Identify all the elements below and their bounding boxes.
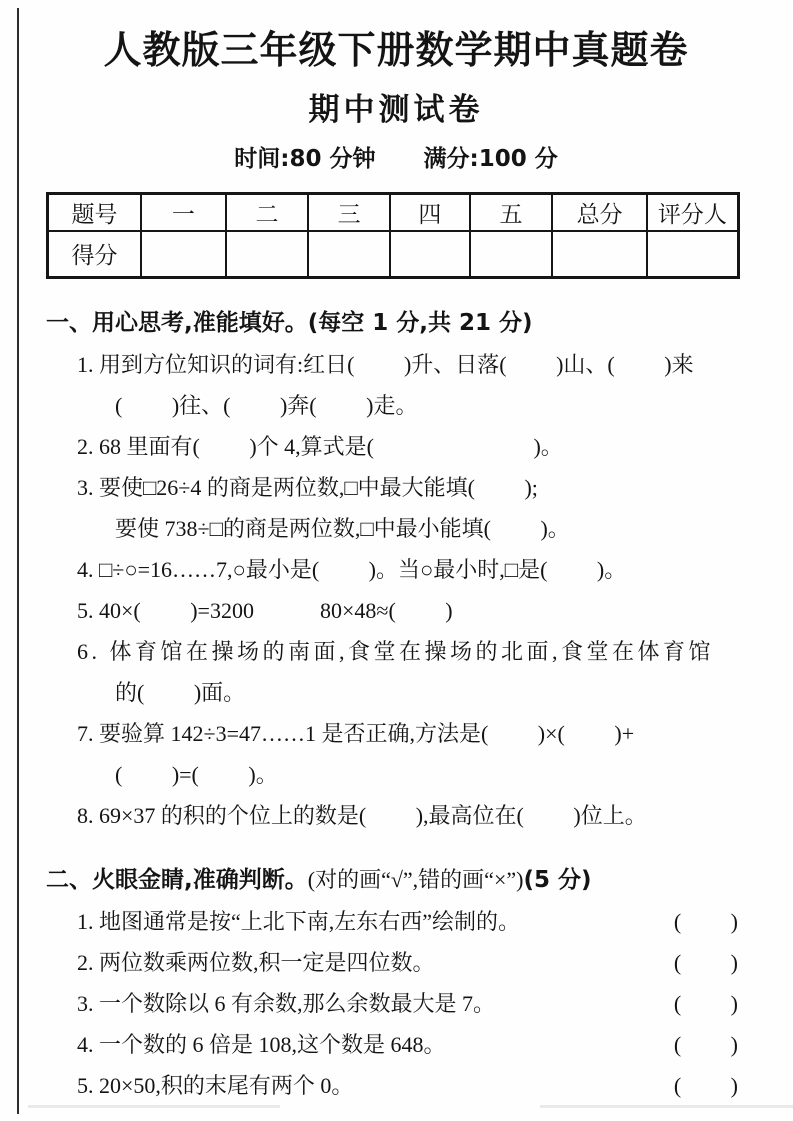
- score-cell: [647, 231, 739, 278]
- section-two-title-text: 二、火眼金睛,准确判断。: [46, 867, 308, 893]
- judge-question-text: 1. 地图通常是按“上北下南,左东右西”绘制的。: [77, 909, 521, 934]
- question-line: 的( )面。: [115, 680, 246, 705]
- score-table: [46, 192, 740, 279]
- score-table-header-cell: 一: [141, 194, 226, 231]
- judge-answer-blank: ( ): [673, 1032, 738, 1057]
- question-line: ( )=( )。: [115, 762, 278, 787]
- score-cell: [470, 231, 553, 278]
- question-line: 5. 40×( )=3200 80×48≈( ): [77, 598, 453, 623]
- score-cell: [390, 231, 470, 278]
- section-two-title: [46, 859, 746, 901]
- judge-question-row: [46, 1024, 746, 1065]
- page-edge-rule: [17, 8, 19, 1114]
- question-line: 6. 体育馆在操场的南面,食堂在操场的北面,食堂在体育馆: [77, 639, 715, 664]
- question-line: 8. 69×37 的积的个位上的数是( ),最高位在( )位上。: [77, 803, 647, 828]
- judge-question-text: 2. 两位数乘两位数,积一定是四位数。: [77, 950, 435, 975]
- judge-answer-blank: ( ): [673, 1073, 738, 1098]
- question-line: 2. 68 里面有( )个 4,算式是( )。: [77, 434, 563, 459]
- question-line: 7. 要验算 142÷3=47……1 是否正确,方法是( )×( )+: [77, 721, 635, 746]
- judge-answer-blank: ( ): [673, 950, 738, 975]
- question-line: ( )往、( )奔( )走。: [115, 393, 418, 418]
- question-line: 3. 要使□26÷4 的商是两位数,□中最大能填( );: [77, 475, 538, 500]
- exam-meta: [46, 144, 746, 174]
- score-row-label: 得分: [48, 231, 142, 278]
- judge-question-text: 5. 20×50,积的末尾有两个 0。: [77, 1073, 354, 1098]
- score-table-header-cell: 评分人: [647, 194, 739, 231]
- question-line: 1. 用到方位知识的词有:红日( )升、日落( )山、( )来: [77, 352, 694, 377]
- page-content: [46, 0, 746, 1106]
- judge-answer-blank: ( ): [673, 991, 738, 1016]
- section-one-score-note: (每空 1 分,共 21 分): [307, 310, 533, 336]
- score-cell: [308, 231, 390, 278]
- exam-subtitle: 期中测试卷: [308, 92, 484, 127]
- judge-question-text: 4. 一个数的 6 倍是 108,这个数是 648。: [77, 1032, 446, 1057]
- score-table-score-row: [48, 231, 739, 278]
- score-table-header-cell: 二: [226, 194, 309, 231]
- score-table-header-cell: 总分: [552, 194, 647, 231]
- section-one: [46, 302, 746, 836]
- section-two-instruction-note: (对的画“√”,错的画“×”): [307, 867, 524, 892]
- section-one-title: [46, 302, 746, 344]
- score-cell: [226, 231, 309, 278]
- score-table-header-cell: 五: [470, 194, 553, 231]
- full-score-label: 满分:100 分: [423, 146, 558, 172]
- exam-title: 人教版三年级下册数学期中真题卷: [103, 30, 689, 72]
- judge-question-row: [46, 901, 746, 942]
- score-table-header-cell: 三: [308, 194, 390, 231]
- score-cell: [552, 231, 647, 278]
- section-one-title-text: 一、用心思考,准能填好。: [46, 310, 308, 336]
- section-two-score-note: (5 分): [523, 867, 592, 893]
- question-line: 要使 738÷□的商是两位数,□中最小能填( )。: [115, 516, 570, 541]
- judge-question-row: [46, 942, 746, 983]
- judge-question-text: 3. 一个数除以 6 有余数,那么余数最大是 7。: [77, 991, 496, 1016]
- score-table-header-cell: 题号: [48, 194, 142, 231]
- judge-answer-blank: ( ): [673, 909, 738, 934]
- score-table-header-cell: 四: [390, 194, 470, 231]
- question-line: 4. □÷○=16……7,○最小是( )。当○最小时,□是( )。: [77, 557, 627, 582]
- judge-question-row: [46, 983, 746, 1024]
- judge-question-row: [46, 1065, 746, 1106]
- section-two: [46, 859, 746, 1106]
- score-cell: [141, 231, 226, 278]
- time-limit-label: 时间:80 分钟: [234, 146, 376, 172]
- score-table-header-row: [48, 194, 739, 231]
